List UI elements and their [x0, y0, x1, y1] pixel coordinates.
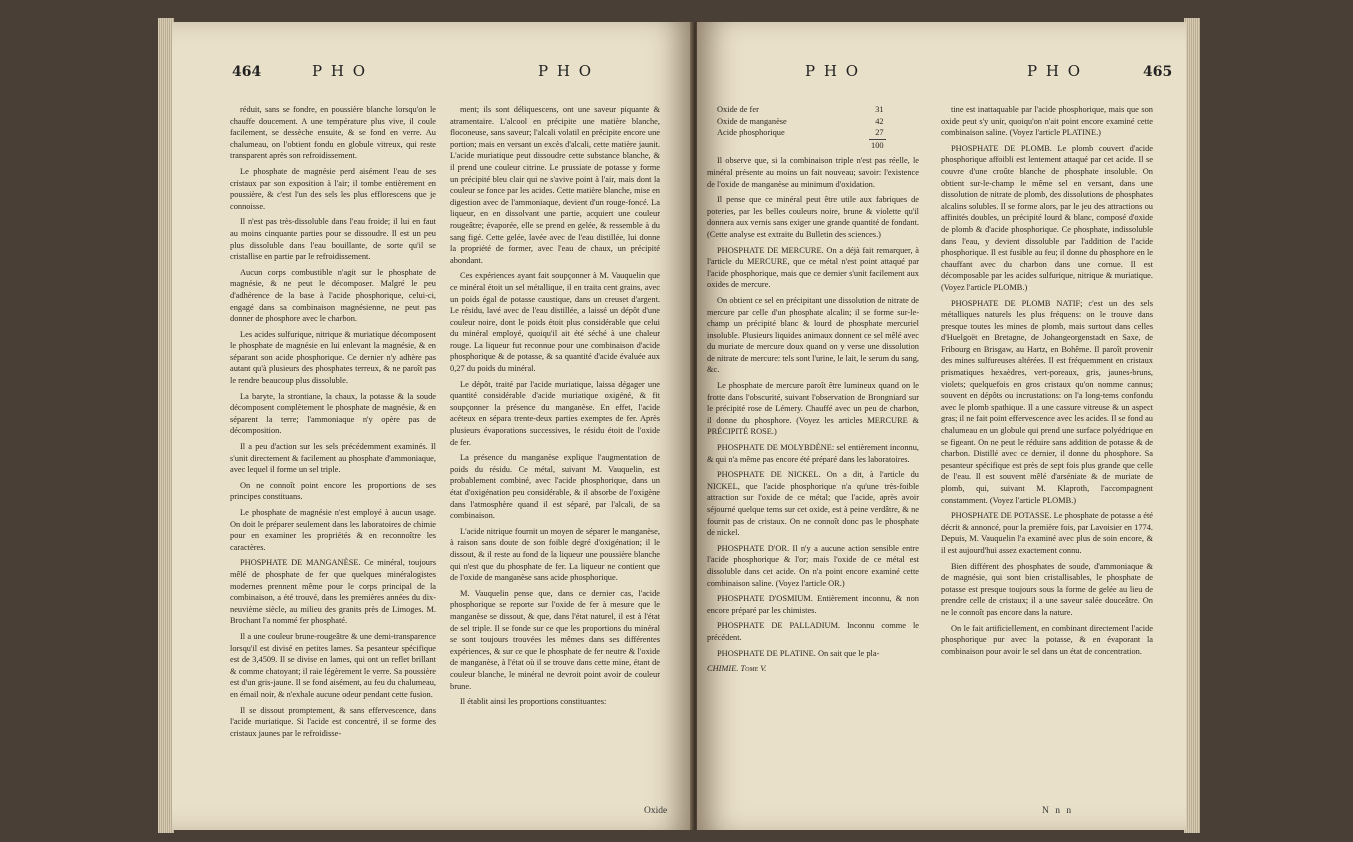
paragraph: Les acides sulfurique, nitrique & muriatique décomposent le phosphate de magnésie en lui enlevant la magnésie, & en séparant son acide phosphorique. Ce dernier n'y adhère pas autant qu'à plusieurs des phosphates terreux, & ne paroît pas le rendre beaucoup plus dissoluble.	[230, 329, 436, 386]
paragraph: Il pense que ce minéral peut être utile aux fabriques de poteries, par les belles couleurs noire, brune & violette qu'il donnera aux vernis sans exiger une grande quantité de fondant. (Cette analyse est extraite du Bulletin des sciences.)	[707, 195, 919, 239]
paragraph: PHOSPHATE DE MERCURE. On a déjà fait remarquer, à l'article du MERCURE, que ce métal n'est point attaqué par l'acide phosphorique, mais que ce dernier s'unit facilement aux oxides de mercure.	[707, 245, 919, 290]
component-value: 27	[875, 128, 884, 138]
catchword: Oxide	[644, 806, 668, 816]
paragraph: La baryte, la strontiane, la chaux, la potasse & la soude décomposent complètement le phosphate de magnésie, & en séparent la terre; l'ammoniaque n'y opère pas de décomposition.	[230, 391, 436, 436]
paragraph: M. Vauquelin pense que, dans ce dernier cas, l'acide phosphorique se reporte sur l'oxide de fer à mesure que le manganèse se dissout, & que, dans l'état naturel, il est à l'état de sel triple. Il se fonde sur ce que les proportions du minéral se sont toujours trouvées les mêmes dans ses différentes expériences, & sur ce que le phosphate de fer neutre & l'oxide de manganèse, à l'état où il se trouve dans cette mine, étant de couleur blanche, le minéral ne devroit point avoir de couleur brune.	[450, 588, 660, 691]
paragraph: PHOSPHATE DE MOLYBDÈNE: sel entièrement inconnu, & qui n'a même pas encore été préparé dans les laboratoires.	[707, 443, 919, 464]
paragraph: tine est inattaquable par l'acide phosphorique, mais que son oxide peut s'y unir, quoiqu'on n'ait point encore examiné cette combinaison saline. (Voyez l'article PLATINE.)	[941, 105, 1153, 138]
paragraph: Ces expériences ayant fait soupçonner à M. Vauquelin que ce minéral étoit un sel métallique, il en traita cent grains, avec un poids égal de potasse caustique, dans un creuset d'argent. Le résidu, lavé avec de l'eau distillée, a laissé un dépôt d'une couleur noire, dont le poids étoit plus considérable que celui du minéral employé, quoiqu'il ait été séché à une chaleur rouge. La liqueur fut reconnue pour une combinaison d'acide phosphorique & de potasse, & sa quantité d'acide évaluée aux 0,27 du poids du minéral.	[450, 271, 660, 374]
component-name: Acide phosphorique	[717, 128, 785, 138]
composition-table	[715, 104, 886, 151]
running-header-right: P H O	[538, 62, 594, 80]
column-2	[941, 104, 1153, 661]
paragraph: PHOSPHATE DE MANGANÈSE. Ce minéral, toujours mêlé de phosphate de fer que quelques minéralogistes modernes prennent même pour le corps principal de la combinaison, a été trouvé, dans les premières années du dix-neuvième siècle, au milieu des granits près de Limoges. M. Brochant l'a nommé fer phosphaté.	[230, 558, 436, 626]
running-header-right: P H O	[1027, 62, 1083, 80]
composition-row	[715, 116, 886, 128]
paragraph: ment; ils sont déliquescens, ont une saveur piquante & atramentaire. L'alcool en précipite une matière blanche, floconeuse, sans saveur; l'alcali volatil en précipite encore une portion; mais en versant un excès d'alcali, cette matière jaunit. L'acide muriatique peut dissoudre cette substance blanche, & il prend une couleur citrine. Le prussiate de potasse y forme un précipité bleu clair qui ne s'avive point à l'air, mais dont la couleur se fonce par les acides. Cette matière blanche, mise en digestion avec de l'ammoniaque, devient d'un rouge-foncé. La liqueur, en en dissolvant une partie, acquiert une couleur rougeâtre; évaporée, elle se prend en gelée, & ressemble à du sang figé. Cette gelée, lavée avec de l'eau distillée, lui donne la propriété de former, avec l'eau de chaux, un précipité abondant.	[450, 105, 660, 265]
paragraph: Il a une couleur brune-rougeâtre & une demi-transparence lorsqu'il est divisé en petites lames. Sa pesanteur spécifique est de 3,4509. Il se divise en lames, qui ont un reflet brillant & comme chatoyant; il raie légèrement le verre. Sa poussière est d'un gris-jaune. Il se fond aisément, au feu du chalumeau, en émail noir, & n'exhale aucune odeur pendant cette fusion.	[230, 631, 436, 699]
footer-volume: CHIMIE. Tome V.	[707, 664, 767, 674]
component-value: 42	[875, 116, 884, 126]
column-1	[707, 104, 919, 675]
paragraph: On ne connoît point encore les proportions de ses principes constituans.	[230, 480, 436, 502]
paragraph: PHOSPHATE DE PLOMB NATIF; c'est un des sels métalliques naturels les plus fréquens: on le trouve dans presque toutes les mines de plomb, mais surtout dans celles d'Huelgoët en Bretagne, de Johangeorgenstadt en Saxe, de Fribourg en Brisgaw, au Hartz, en Bohême. Il paroît provenir des mines sulfureuses altérées. Il est fréquemment en cristaux prismatiques hexaèdres, vert-poreaux, gris, jaunes-bruns, violets; quelquefois en gros cristaux qu'on nomme cannus; souvent en dépôts ou incrustations: on l'a long-tems confondu avec le plomb spathique. Il a une cassure vitreuse & un aspect gras; il ne fait point effervescence avec les acides. Il se fond au chalumeau en un globule qui prend une surface polyédrique en se figeant. On ne peut le réduire sans addition de potasse & de charbon. Distillé avec ce dernier, il donne du phosphore. Sa pesanteur spécifique est près de sept fois plus grande que celle de l'eau. Il est souvent mêlé d'arséniate & de muriate de plomb, qui, suivant M. Klaproth, l'accompagnent constamment. (Voyez l'article PLOMB.)	[941, 298, 1153, 505]
paragraph: Le phosphate de magnésie perd aisément l'eau de ses cristaux par son exposition à l'air; il tombe entièrement en poussière, & c'est l'un des sels les plus efflorescens que je connoisse.	[230, 166, 436, 211]
page-number: 465	[1143, 64, 1173, 80]
paragraph: PHOSPHATE D'OSMIUM. Entièrement inconnu, & non encore préparé par les chimistes.	[707, 594, 919, 615]
composition-total: 100	[871, 140, 884, 150]
paragraph: Le dépôt, traité par l'acide muriatique, laissa dégager une quantité considérable d'acide muriatique oxigéné, & fit soupçonner la présence du manganèse. En effet, l'acide acéteux en sépara trente-deux parties exemptes de fer. Après plusieurs évaporations successives, le résidu étoit de l'oxide de fer.	[450, 379, 660, 447]
paragraph: La présence du manganèse explique l'augmentation de poids du résidu. Ce métal, suivant M. Vauquelin, est probablement combiné, avec l'acide phosphorique, dans un état d'oxigénation peu considérable, & il absorbe de l'oxigène dans l'atmosphère quand il est séparé, par l'alcali, de sa combinaison.	[450, 453, 660, 521]
paragraph: PHOSPHATE DE PALLADIUM. Inconnu comme le précédent.	[707, 621, 919, 642]
page-number: 464	[232, 64, 262, 80]
paragraph: PHOSPHATE DE POTASSE. Le phosphate de potasse a été décrit & annoncé, pour la première fois, par Lavoisier en 1774. Depuis, M. Vauquelin l'a examiné avec plus de soin encore, & il est aujourd'hui assez exactement connu.	[941, 511, 1153, 555]
running-header-left: P H O	[312, 62, 368, 80]
paragraph: Aucun corps combustible n'agit sur le phosphate de magnésie, & ne peut le décomposer. Malgré le peu d'adhérence de la base à l'acide phosphorique, celui-ci, engagé dans sa combinaison magnésienne, ne peut pas donner de phosphore avec le charbon.	[230, 267, 436, 324]
paragraph: On le fait artificiellement, en combinant directement l'acide phosphorique pur avec la potasse, & en évaporant la combinaison pour avoir le sel dans un état de concentration.	[941, 623, 1153, 656]
paragraph: L'acide nitrique fournit un moyen de séparer le manganèse, à raison sans doute de son foible degré d'oxigénation; il le dissout, & il reste au fond de la liqueur une poussière blanche qui n'est que du phosphate de fer. La liqueur ne contient que de l'oxide de manganèse sans acide phosphorique.	[450, 526, 660, 583]
paragraph: PHOSPHATE D'OR. Il n'y a aucune action sensible entre l'acide phosphorique & l'or; mais l'oxide de ce métal est dissoluble dans cet acide. On n'a point encore examiné cette combinaison saline. (Voyez l'article OR.)	[707, 543, 919, 588]
paragraph: Il établit ainsi les proportions constituantes:	[460, 697, 607, 707]
paragraph: réduit, sans se fondre, en poussière blanche lorsqu'on le chauffe doucement. A une température plus vive, il coule facilement, se dessèche ensuite, & se fond en verre. Au chalumeau, on l'obtient fondu en globule vitreux, qui reste transparent après son refroidissement.	[230, 105, 436, 161]
paragraph: Bien différent des phosphates de soude, d'ammoniaque & de magnésie, qui sont bien cristallisables, le phosphate de potasse est presque toujours sous la forme de gelée au lieu de prendre celle de cristaux; il a une saveur salée douceâtre. On ne le connoît pas encore dans la nature.	[941, 561, 1153, 617]
signature-mark: N n n	[1042, 806, 1074, 816]
component-value: 31	[875, 105, 884, 114]
paragraph: Il n'est pas très-dissoluble dans l'eau froide; il lui en faut au moins cinquante parties pour se dissoudre. Il est un peu plus dissoluble dans l'eau bouillante, de sorte qu'il se cristallise en partie par le refroidissement.	[230, 217, 436, 262]
paragraph: On obtient ce sel en précipitant une dissolution de nitrate de mercure par celle d'un phosphate alcalin; il se forme sur-le-champ un précipité blanc & lourd de phosphate mercuriel insoluble. Plusieurs liquides animaux donnent ce sel mêlé avec du muriate de mercure doux quand on y verse une dissolution de nitrate de mercure: tels sont l'urine, le lait, le serum du sang, &c.	[707, 295, 919, 375]
left-page	[172, 22, 692, 830]
right-page	[697, 22, 1186, 830]
running-header-left: P H O	[805, 62, 861, 80]
paragraph: Le phosphate de magnésie n'est employé à aucun usage. On doit le préparer seulement dans les laboratoires de chimie pour en examiner les propriétés & en reconnoître les caractères.	[230, 508, 436, 552]
paragraph: Le phosphate de mercure paroît être lumineux quand on le frotte dans l'obscurité, suivant l'observation de Brongniard sur le précipité rose de Lémery. Chauffé avec un peu de charbon, il donne du phosphore. (Voyez les articles MERCURE & PRÉCIPITÉ ROSE.)	[707, 381, 919, 437]
paragraph: PHOSPHATE DE PLOMB. Le plomb couvert d'acide phosphorique affoibli est lentement attaqué par cet acide. Il se couvre d'une croûte blanche de phosphate insoluble. On obtient sur-le-champ le même sel en versant, dans une dissolution de nitrate de plomb, des dissolutions de phosphates alcalins solubles. Il se forme alors, par le jeu des attractions ou affinités doubles, un précipité lourd & blanc, composé d'oxide de plomb & d'acide phosphorique. Ce phosphate, indissoluble dans l'eau, y devient dissoluble par l'addition de l'acide phosphorique. Il est fusible au feu; il donne du phosphore en le chauffant avec du charbon dans une cornue. Il est décomposable par les acides sulfurique, nitrique & muriatique. (Voyez l'article PLOMB.)	[941, 143, 1153, 292]
paragraph: PHOSPHATE DE NICKEL. On a dit, à l'article du NICKEL, que l'acide phosphorique n'a qu'une très-foible attraction sur l'oxide de ce métal; que l'acide, après avoir séjourné quelque tems sur cet oxide, est à peine verdâtre, & ne fournit pas de cristaux. On ne connoît donc pas le phosphate de nickel.	[707, 470, 919, 538]
paragraph: PHOSPHATE DE PLATINE. On sait que le pla-	[717, 648, 880, 658]
component-name: Oxide de fer	[717, 105, 759, 114]
column-1	[230, 104, 436, 743]
paragraph: Il se dissout promptement, & sans effervescence, dans l'acide muriatique. Si l'acide est concentré, il se forme des cristaux jaunes par le refroidisse-	[230, 705, 436, 738]
paragraph: Il a peu d'action sur les sels précédemment examinés. Il s'unit directement & facilement au phosphate d'ammoniaque, avec lequel il forme un sel triple.	[230, 442, 436, 475]
paragraph: Il observe que, si la combinaison triple n'est pas réelle, le minéral présente au moins un fait nouveau; savoir: l'existence de l'oxide de manganèse au minimum d'oxidation.	[707, 156, 919, 189]
composition-row	[715, 104, 886, 116]
column-2	[450, 104, 660, 712]
composition-row	[715, 127, 886, 139]
page-edges-right	[1184, 18, 1200, 833]
component-name: Oxide de manganèse	[717, 116, 787, 126]
